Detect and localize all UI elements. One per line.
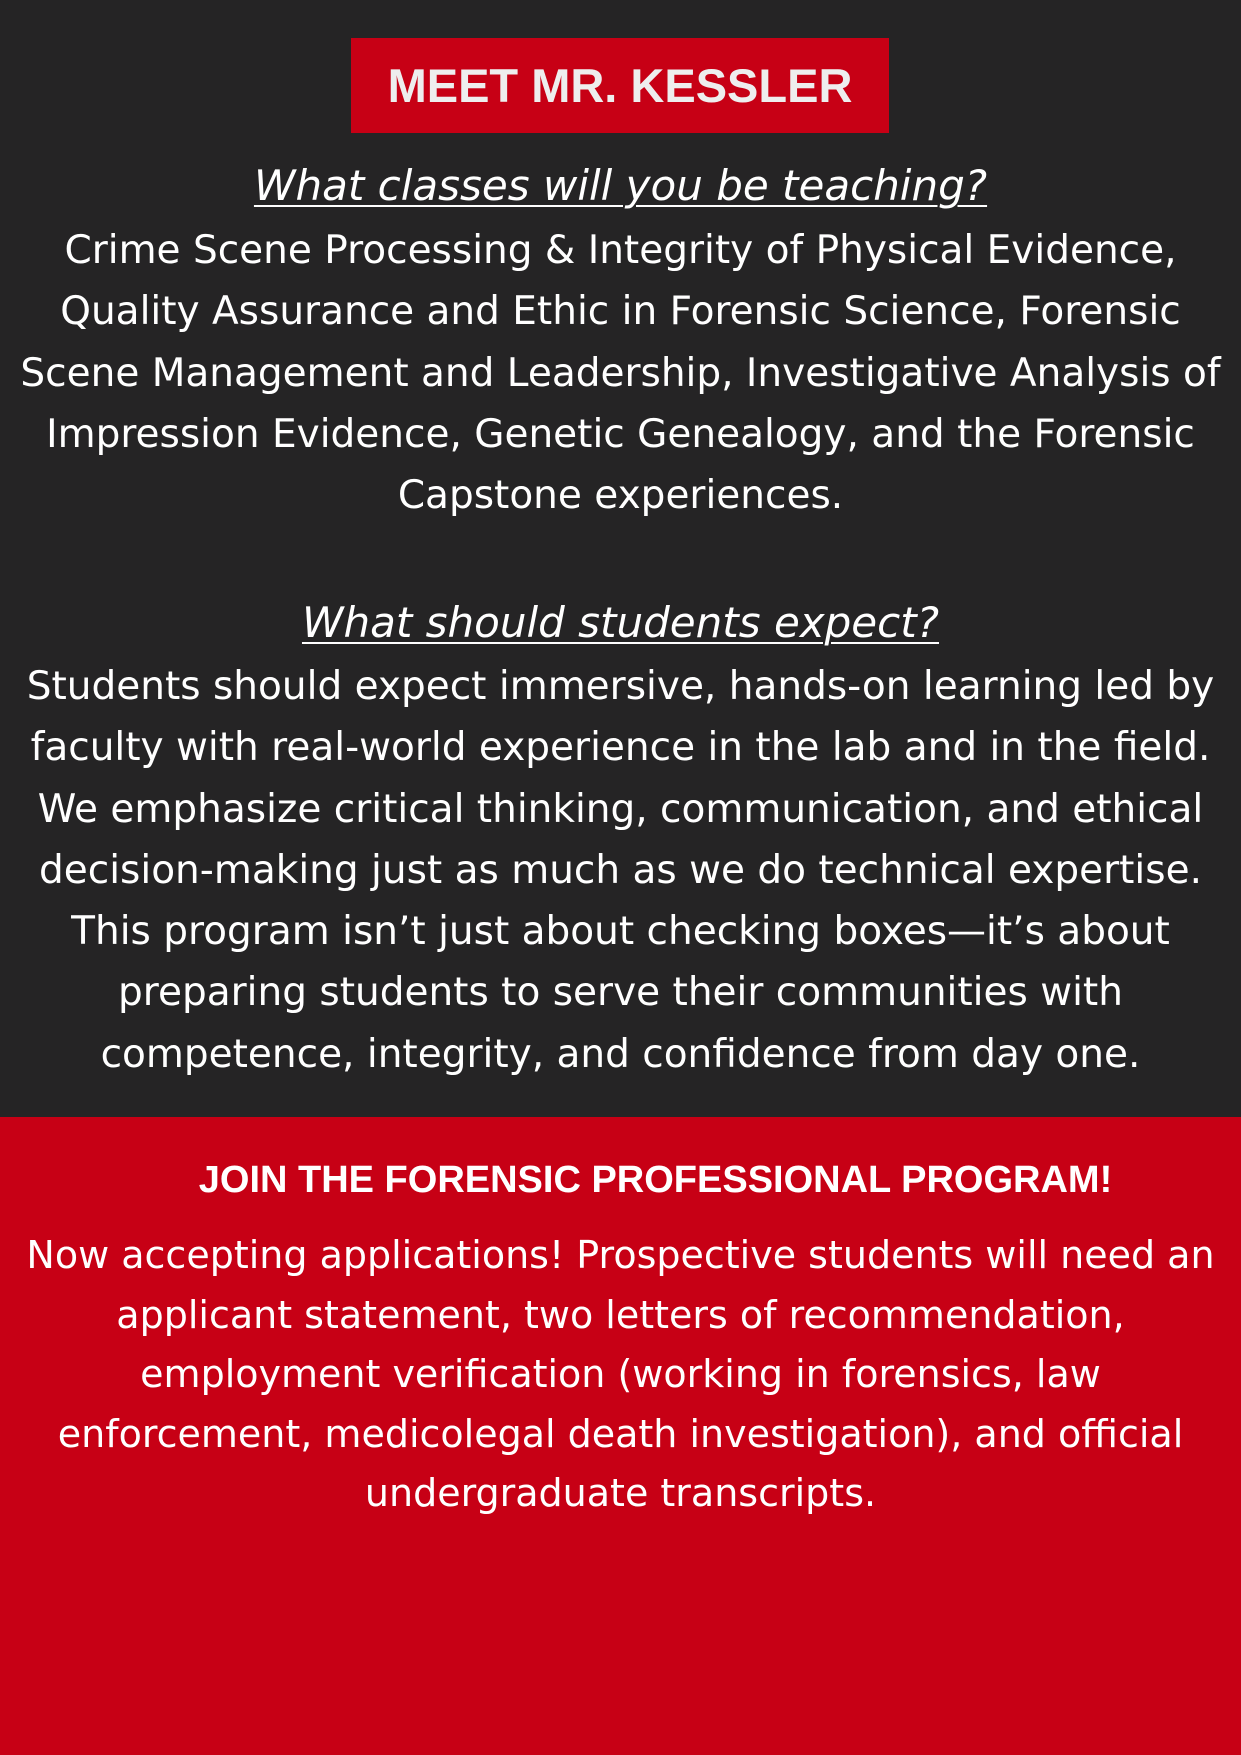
- answer-line: Capstone experiences.: [397, 473, 844, 519]
- question-expectations: What should students expect?: [301, 598, 940, 647]
- join-body: [0, 1226, 1241, 1524]
- answer-classes: [0, 220, 1241, 526]
- answer-line: This program isn’t just about checking boxes—it’s about: [71, 909, 1170, 955]
- join-line: undergraduate transcripts.: [364, 1471, 877, 1515]
- join-line: Now accepting applications! Prospective students will need an: [26, 1233, 1215, 1277]
- title-banner: [351, 38, 889, 133]
- join-line: applicant statement, two letters of recommendation,: [116, 1292, 1125, 1337]
- answer-line: Impression Evidence, Genetic Genealogy, and the Forensic: [46, 411, 1195, 457]
- answer-line: We emphasize critical thinking, communication, and ethical: [37, 786, 1204, 832]
- question-classes: What classes will you be teaching?: [253, 161, 988, 210]
- join-line: enforcement, medicolegal death investigation), and official: [57, 1411, 1184, 1456]
- answer-line: faculty with real-world experience in the lab and in the field.: [30, 725, 1211, 771]
- answer-line: Quality Assurance and Ethic in Forensic Science, Forensic: [60, 289, 1181, 335]
- join-heading: JOIN THE FORENSIC PROFESSIONAL PROGRAM!: [198, 1159, 1113, 1201]
- answer-line: Crime Scene Processing & Integrity of Physical Evidence,: [64, 228, 1177, 273]
- answer-expectations: [0, 656, 1241, 1085]
- answer-line: Students should expect immersive, hands-on learning led by: [26, 664, 1215, 709]
- answer-line: Scene Management and Leadership, Investigative Analysis of: [20, 350, 1221, 396]
- answer-line: preparing students to serve their communities with: [118, 970, 1123, 1016]
- page-title: MEET MR. KESSLER: [387, 59, 853, 112]
- answer-line: decision-making just as much as we do technical expertise.: [39, 847, 1202, 893]
- answer-line: competence, integrity, and confidence from day one.: [100, 1031, 1141, 1077]
- join-line: employment verification (working in forensics, law: [140, 1352, 1101, 1396]
